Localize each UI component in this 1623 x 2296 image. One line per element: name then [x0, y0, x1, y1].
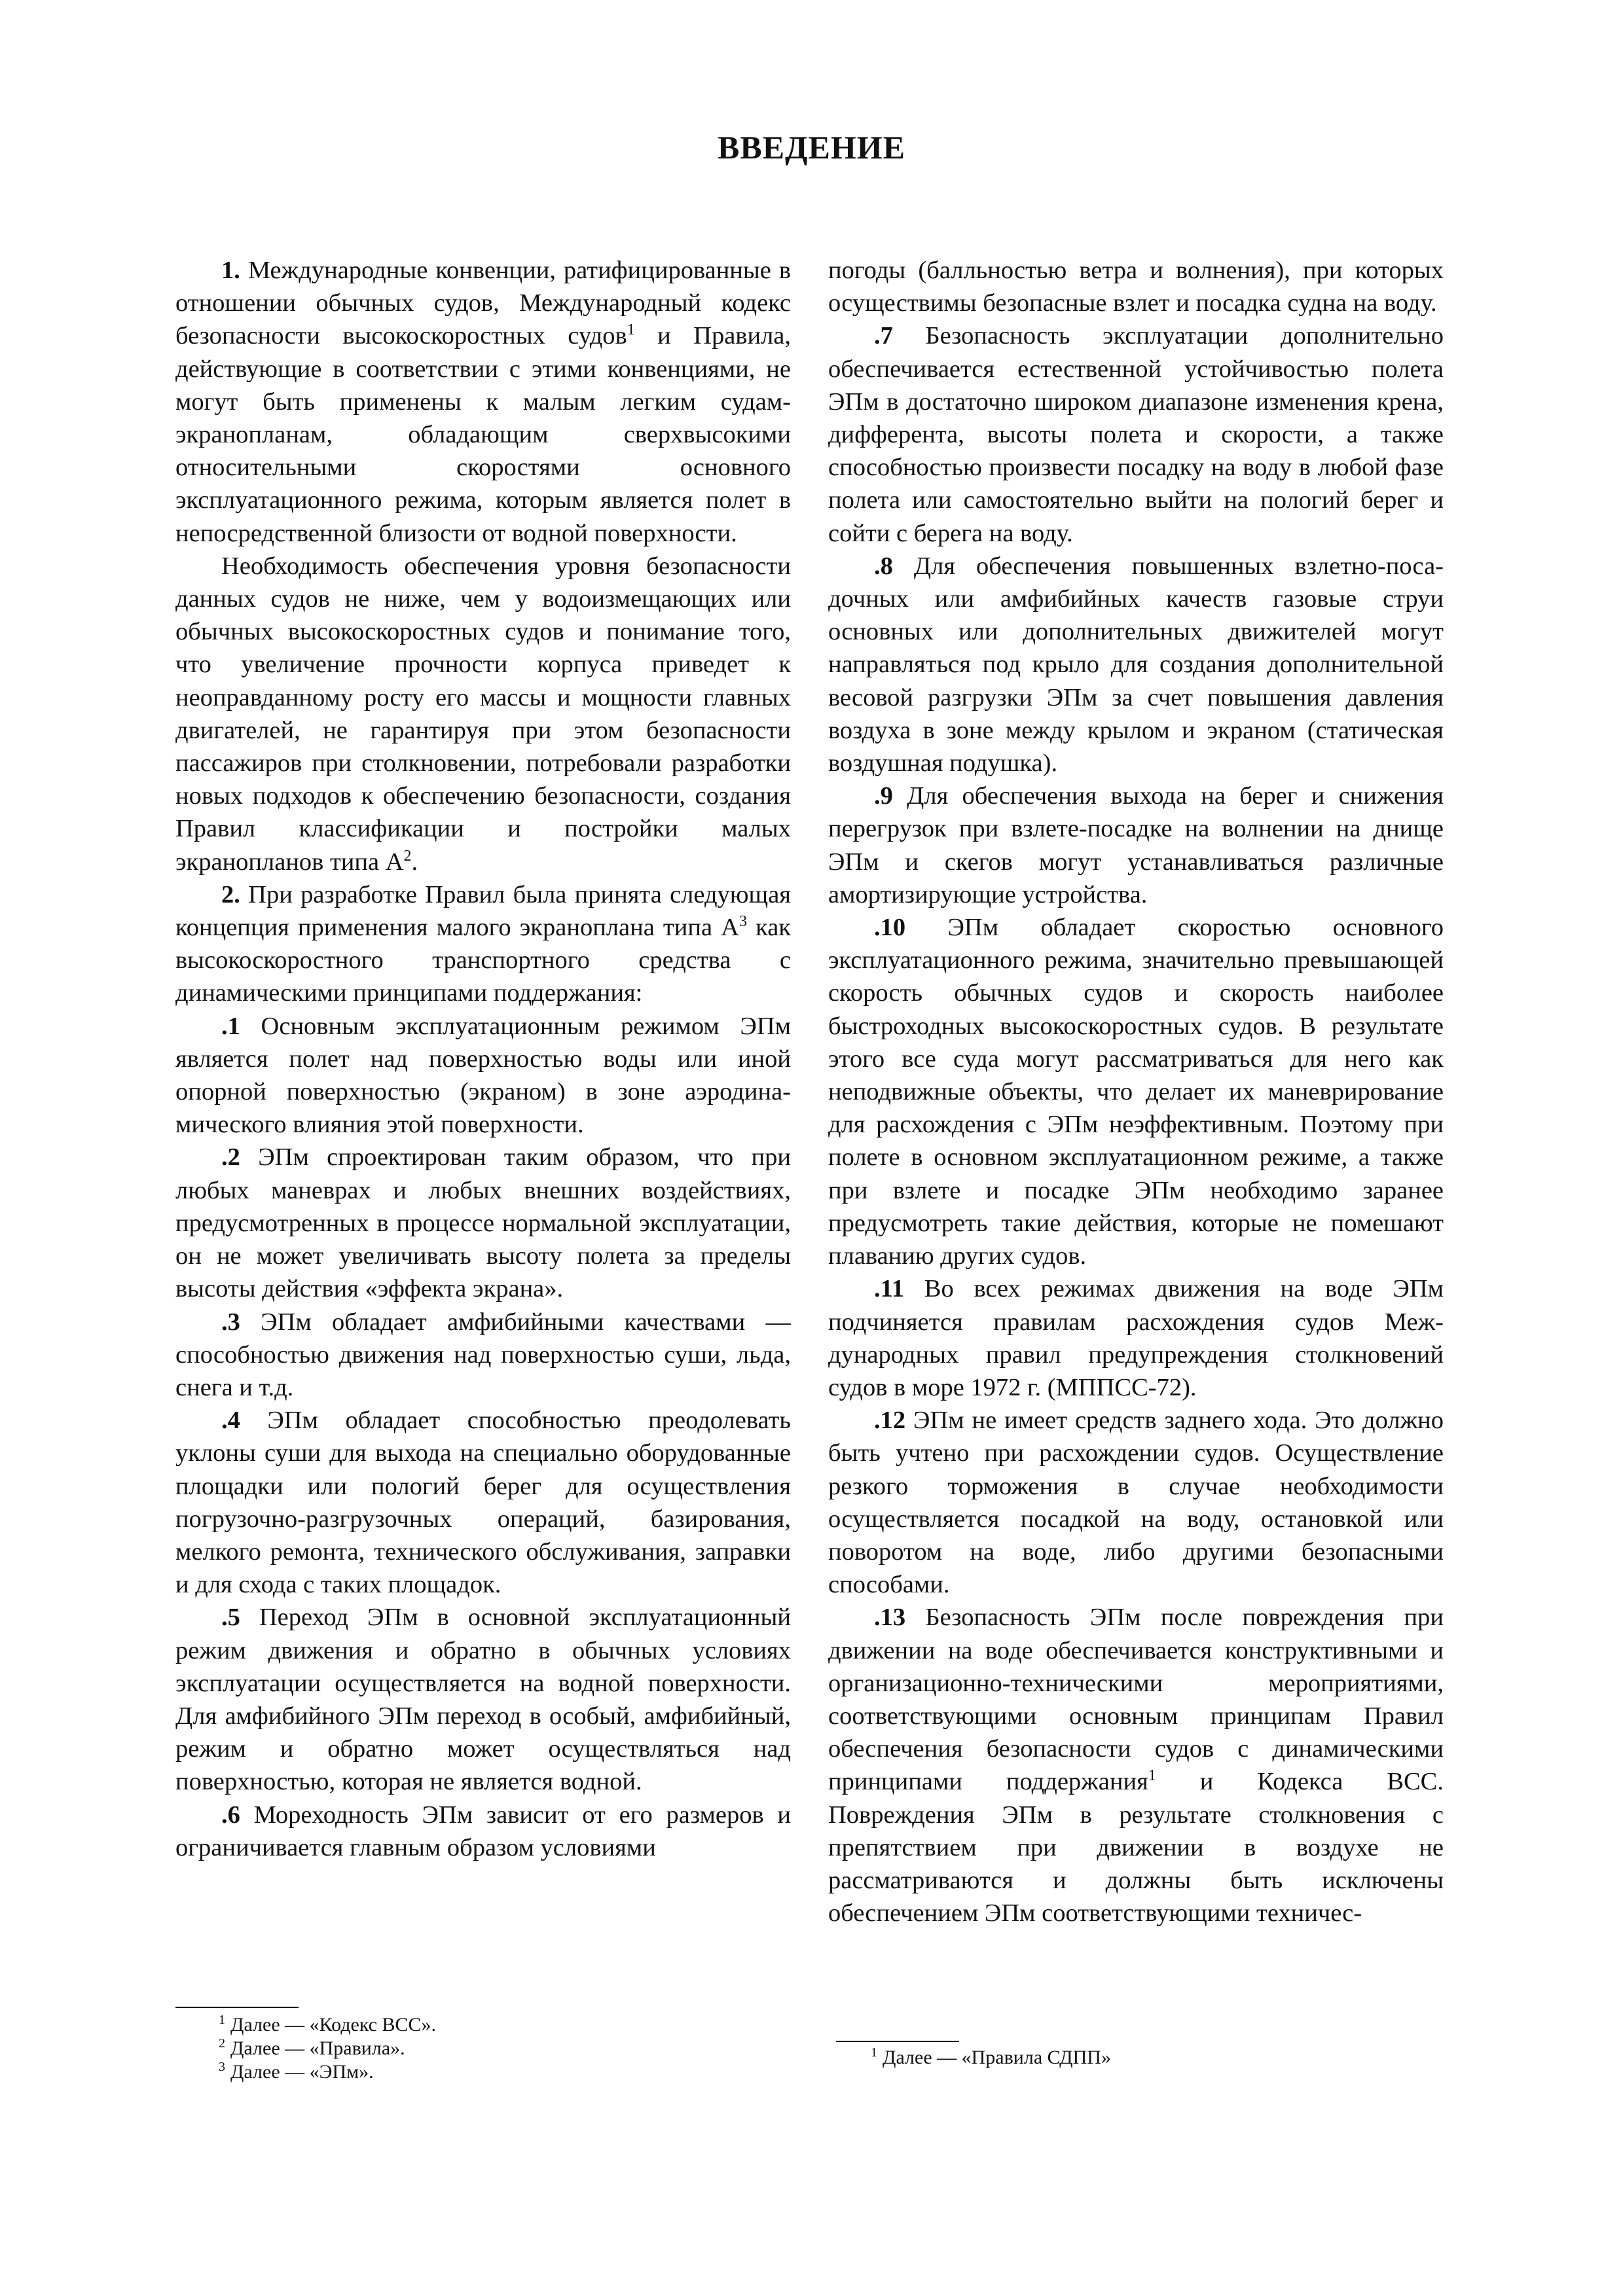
item-number: .5 — [221, 1604, 240, 1632]
paragraph-text: Международные конвенции, ратифицированные в отношении обычных судов, Международный кодекс безопасности высокоскоростных судов — [175, 257, 791, 350]
item-text: Переход ЭПм в основной эксплуатационный режим движения и обратно в обычных условиях эксплуатации осуществляется на водной поверхности. Для амфибийного ЭПм переход в особый, амфибийный, режим и обратно может осуществляться над поверхностью, которая не является водной. — [175, 1604, 791, 1796]
paragraph-text: . — [411, 848, 418, 876]
footnote-text: Далее — «Правила». — [230, 2037, 405, 2059]
item-number: .6 — [221, 1801, 240, 1829]
paragraph-3 — [175, 878, 791, 1010]
item-text: Безопасность ЭПм после повреждения при движении на воде обеспечивается конструктивными и организационно-техническими мероприятиями, соответствующими основным принципам Правил обеспечения безопасности судов с динамическими принципами поддержания — [828, 1604, 1444, 1796]
item-text: Во всех режимах движения на воде ЭПм подчиняется правилам расхождения судов Международных правил предупреждения столкновений судов в море 1972 г. (МППСС-72). — [828, 1275, 1444, 1401]
item-text: Для обеспечения выхода на берег и снижения перегрузок при взлете-посадке на волнении на днище ЭПм и скегов могут устанавливаться различные амортизирующие устройства. — [828, 782, 1444, 908]
paragraph-number: 2. — [221, 880, 240, 908]
footnote-mark: 3 — [219, 2060, 225, 2074]
item-number: .1 — [221, 1012, 240, 1040]
footnote-text: Далее — «ЭПм». — [230, 2061, 374, 2083]
footnote — [219, 2060, 436, 2084]
item-text: и Кодекса ВСС. Повреждения ЭПм в результате столкновения с препятствием при движении в воздухе не рассматриваются и должны быть исключены обеспечением ЭПм соответствующими техничес- — [828, 1768, 1444, 1928]
item-number: .7 — [874, 322, 893, 350]
list-item-3 — [175, 1306, 791, 1405]
item-number: .9 — [874, 782, 893, 810]
footnotes-left — [219, 2013, 436, 2084]
footnote-mark: 1 — [871, 2045, 877, 2060]
list-item-6 — [175, 1799, 791, 1864]
footnote-divider-right — [836, 2041, 959, 2042]
footnote — [871, 2046, 1111, 2070]
page-title: ВВЕДЕНИЕ — [718, 129, 905, 166]
list-item-10 — [828, 911, 1444, 1272]
paragraph-text: Необходимость обеспечения уровня безопасности данных судов не ниже, чем у водоизмещающих или обычных высокоскоростных судов и понимание того, что увеличение прочности корпуса приведет к неоправданному росту его массы и мощности главных двигателей, не гарантируя при этом безопасности пассажиров при столкновении, потребовали разработки новых подходов к обеспечению безопасности, создания Правил классификации и постройки малых экранопланов типа А — [175, 552, 791, 876]
footnote-mark: 2 — [219, 2036, 225, 2051]
paragraph-text: и Правила, действующие в соответствии с этими конвенциями, не могут быть применены к малым легким судам-экранопланам, обладающим сверхвысокими относительными скоростями основного эксплуатационного режима, которым является полет в непосредственной близости от водной поверхности. — [175, 322, 791, 547]
right-column — [828, 254, 1444, 1929]
item-text: погоды (балльностью ветра и волнения), при которых осуществимы безопасные взлет и посадка судна на воду. — [828, 257, 1444, 317]
footnote-ref: 1 — [1148, 1767, 1156, 1785]
item-text: ЭПм спроектирован таким образом, что при любых маневрах и любых внешних воздействиях, предусмотренных в процессе нормальной эксплуатации, он не может увеличивать высоту полета за пределы высоты действия «эффекта экрана». — [175, 1143, 791, 1303]
left-column — [175, 254, 791, 1864]
item-text: Для обеспечения повышенных взлетно-посадочных или амфибийных качеств газовые струи основных или дополнительных движителей могут направляться под крыло для создания дополнительной весовой разгрузки ЭПм за счет повышения давления воздуха в зоне между крылом и экраном (статическая воздушная подушка). — [828, 552, 1444, 778]
footnote — [219, 2037, 436, 2060]
item-number: .13 — [874, 1604, 906, 1632]
footnote — [219, 2013, 436, 2037]
list-item-12 — [828, 1404, 1444, 1601]
list-item-13 — [828, 1601, 1444, 1929]
footnote-ref: 3 — [739, 913, 747, 931]
item-text: Основным эксплуатационным режимом ЭПм является полет над поверхностью воды или иной опорной поверхностью (экраном) в зоне аэродинамического влияния этой поверхности. — [175, 1012, 791, 1139]
item-text: ЭПм обладает скоростью основного эксплуатационного режима, значительно превышающей скорость обычных судов и скорость наиболее быстроходных высокоскоростных судов. В результате этого все суда могут рассматриваться для него как неподвижные объекты, что делает их маневрирование для расхождения с ЭПм неэффективным. Поэтому при полете в основном эксплуатационном режиме, а также при взлете и посадке ЭПм необходимо заранее предусмотреть такие действия, которые не помешают плаванию других судов. — [828, 914, 1444, 1270]
list-item-5 — [175, 1601, 791, 1798]
paragraph-1 — [175, 254, 791, 550]
paragraph-text: как высокоскоростного транспортного средства с динамическими принципами поддержания: — [175, 914, 791, 1007]
item-number: .11 — [874, 1275, 905, 1303]
item-number: .2 — [221, 1143, 240, 1172]
item-number: .8 — [874, 552, 893, 580]
footnote-mark: 1 — [219, 2013, 225, 2027]
list-item-6-continued — [828, 254, 1444, 319]
list-item-7 — [828, 319, 1444, 549]
list-item-4 — [175, 1404, 791, 1601]
item-number: .4 — [221, 1407, 240, 1435]
list-item-1 — [175, 1010, 791, 1141]
footnotes-right — [871, 2046, 1111, 2070]
list-item-11 — [828, 1272, 1444, 1404]
paragraph-number: 1. — [221, 257, 240, 284]
item-text: ЭПм не имеет средств заднего хода. Это должно быть учтено при расхождении судов. Осуществление резкого торможения в случае необходимости осуществляется посадкой на воду, остановкой или поворотом на воде, либо другими безопасными способами. — [828, 1407, 1444, 1599]
item-text: Мореходность ЭПм зависит от его размеров и ограничивается главным образом условиями — [175, 1801, 791, 1861]
item-number: .10 — [874, 914, 906, 942]
item-text: ЭПм обладает способностью преодолевать уклоны суши для выхода на специально оборудованные площадки или пологий берег для осуществления погрузочно-разгрузочных операций, базирования, мелкого ремонта, технического обслуживания, заправки и для схода с таких площадок. — [175, 1407, 791, 1599]
footnote-text: Далее — «Кодекс ВСС». — [230, 2014, 437, 2036]
list-item-2 — [175, 1141, 791, 1305]
item-text: Безопасность эксплуатации дополнительно обеспечивается естественной устойчивостью полета ЭПм в достаточно широком диапазоне изменения крена, дифферента, высоты полета и скорости, а также способностью произвести посадку на воду в любой фазе полета или самостоятельно выйти на пологий берег и сойти с берега на воду. — [828, 322, 1444, 547]
footnote-ref: 2 — [403, 847, 412, 865]
item-text: ЭПм обладает амфибийными качествами — способностью движения над поверхностью суши, льда, снега и т.д. — [175, 1308, 791, 1401]
item-number: .3 — [221, 1308, 240, 1336]
footnote-text: Далее — «Правила СДПП» — [883, 2047, 1111, 2068]
footnote-divider-left — [175, 2007, 299, 2008]
paragraph-text: При разработке Правил была принята следующая концепция применения малого экраноплана типа А — [175, 880, 791, 942]
list-item-8 — [828, 550, 1444, 780]
list-item-9 — [828, 780, 1444, 911]
item-number: .12 — [874, 1407, 906, 1435]
footnote-ref: 1 — [627, 321, 635, 339]
paragraph-2 — [175, 550, 791, 878]
